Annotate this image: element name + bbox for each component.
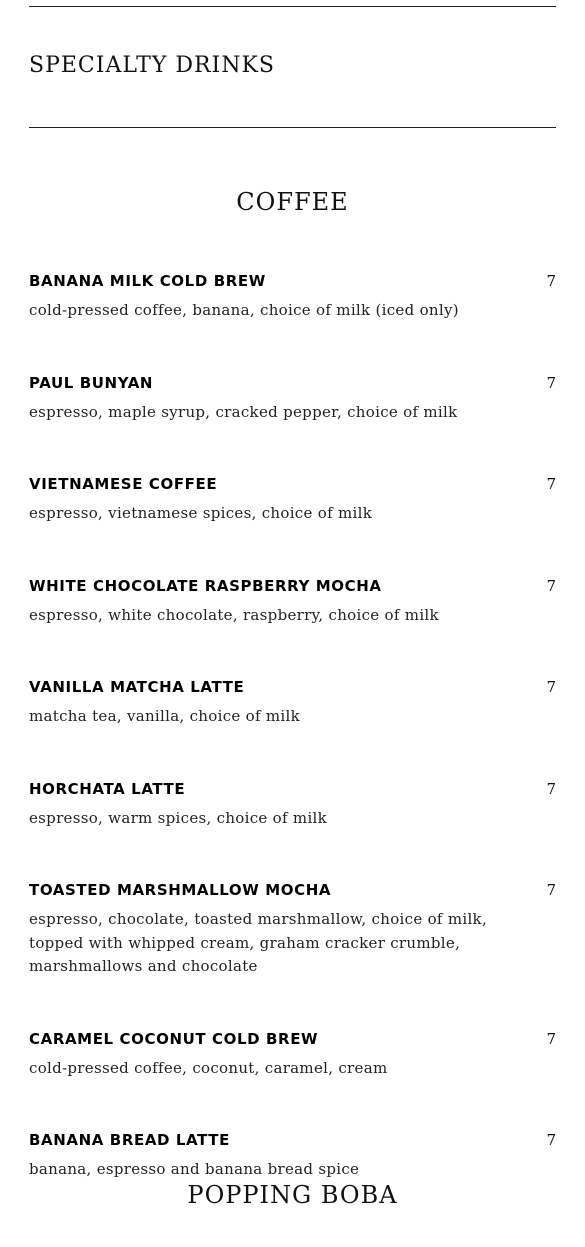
category-title-coffee: COFFEE [236, 188, 349, 216]
menu-item [29, 474, 556, 526]
item-name: VIETNAMESE COFFEE [29, 475, 218, 493]
top-divider [29, 6, 556, 7]
menu-item [29, 271, 556, 323]
item-name: WHITE CHOCOLATE RASPBERRY MOCHA [29, 576, 382, 595]
item-description: espresso, chocolate, toasted marshmallow, choice of milk, topped with whipped cream, graham cracker crumble, marshmallows and chocolate [29, 910, 488, 975]
item-price: 7 [546, 881, 556, 899]
menu-list-coffee [29, 271, 556, 1232]
menu-item [29, 576, 556, 628]
menu-item [29, 1029, 556, 1081]
item-price: 7 [546, 1131, 556, 1149]
item-name: HORCHATA LATTE [29, 779, 186, 798]
item-price: 7 [546, 678, 556, 696]
item-description: cold-pressed coffee, banana, choice of milk (iced only) [29, 301, 459, 319]
item-description: espresso, white chocolate, raspberry, choice of milk [29, 605, 439, 624]
menu-item [29, 677, 556, 729]
item-name: PAUL BUNYAN [29, 373, 154, 392]
menu-item [29, 1130, 556, 1182]
item-name: BANANA MILK COLD BREW [29, 272, 266, 290]
item-description: banana, espresso and banana bread spice [29, 1160, 360, 1178]
category-title-popping-boba: POPPING BOBA [187, 1181, 398, 1209]
section-title: SPECIALTY DRINKS [29, 53, 276, 78]
item-price: 7 [546, 272, 556, 290]
item-price: 7 [546, 576, 556, 595]
menu-item [29, 373, 556, 425]
menu-item [29, 779, 556, 831]
item-description: espresso, maple syrup, cracked pepper, choice of milk [29, 402, 458, 421]
item-description: cold-pressed coffee, coconut, caramel, cream [29, 1058, 388, 1077]
item-price: 7 [546, 475, 556, 493]
item-price: 7 [546, 1029, 556, 1048]
item-name: BANANA BREAD LATTE [29, 1131, 230, 1149]
item-name: VANILLA MATCHA LATTE [29, 678, 245, 696]
item-description: matcha tea, vanilla, choice of milk [29, 707, 300, 725]
item-price: 7 [546, 779, 556, 798]
section-divider [29, 127, 556, 128]
item-name: TOASTED MARSHMALLOW MOCHA [29, 881, 332, 899]
item-description: espresso, warm spices, choice of milk [29, 808, 328, 827]
menu-item [29, 880, 556, 979]
item-price: 7 [546, 373, 556, 392]
item-description: espresso, vietnamese spices, choice of milk [29, 504, 373, 522]
item-name: CARAMEL COCONUT COLD BREW [29, 1029, 319, 1048]
